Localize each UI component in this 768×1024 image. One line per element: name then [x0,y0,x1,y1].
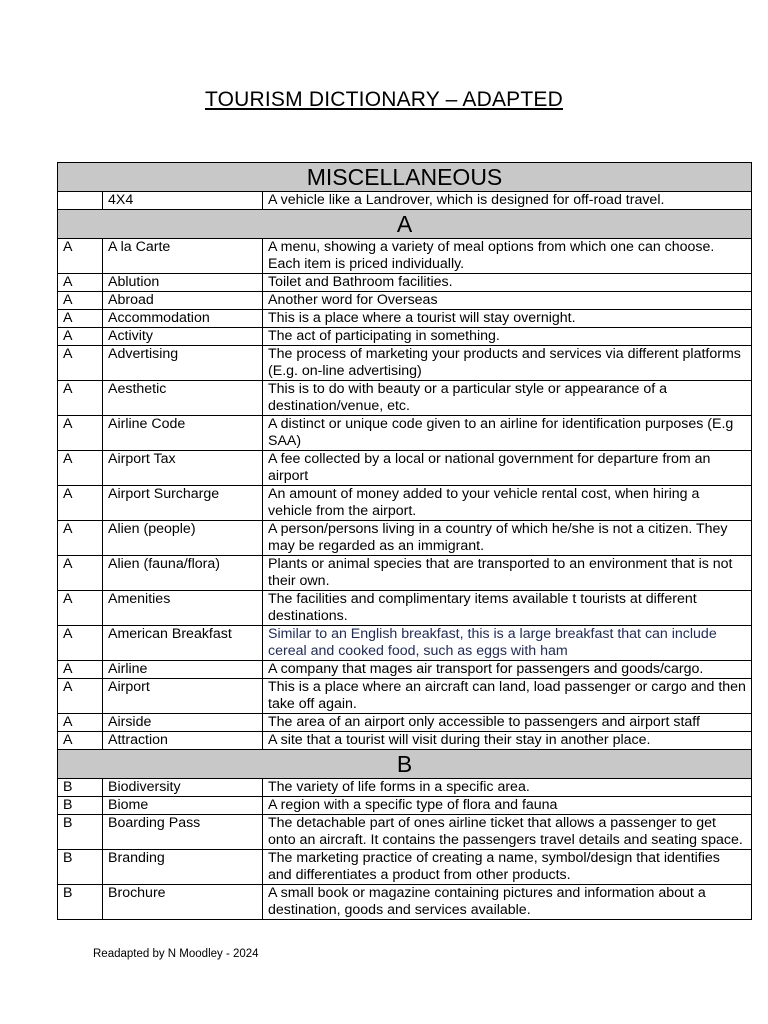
letter-cell: B [58,850,103,885]
table-row [58,661,752,679]
term-cell: A la Carte [103,239,263,274]
footer-credit: Readapted by N Moodley - 2024 [93,948,259,960]
term-cell: Airport Tax [103,451,263,486]
definition-cell: An amount of money added to your vehicle rental cost, when hiring a vehicle from the airport. [263,486,752,521]
definition-cell: A region with a specific type of flora and fauna [263,797,752,815]
table-row [58,451,752,486]
term-cell: Accommodation [103,310,263,328]
term-cell: Activity [103,328,263,346]
letter-cell: A [58,239,103,274]
definition-cell: Another word for Overseas [263,292,752,310]
table-row [58,626,752,661]
table-row [58,815,752,850]
term-cell: American Breakfast [103,626,263,661]
letter-cell: A [58,328,103,346]
term-cell: Amenities [103,591,263,626]
table-row [58,416,752,451]
table-row [58,779,752,797]
term-cell: Ablution [103,274,263,292]
letter-cell: A [58,661,103,679]
section-header-row [58,163,752,192]
letter-cell: A [58,714,103,732]
definition-cell: A distinct or unique code given to an airline for identification purposes (E.g SAA) [263,416,752,451]
table-row [58,885,752,920]
letter-cell: A [58,346,103,381]
letter-cell: A [58,381,103,416]
term-cell: Abroad [103,292,263,310]
letter-cell: A [58,521,103,556]
dictionary-body [58,163,752,920]
table-row [58,679,752,714]
letter-cell: A [58,556,103,591]
definition-cell: This is a place where an aircraft can land, load passenger or cargo and then take off again. [263,679,752,714]
letter-cell: B [58,779,103,797]
letter-cell: A [58,591,103,626]
letter-cell: A [58,679,103,714]
letter-cell: B [58,885,103,920]
dictionary-table [57,162,752,920]
section-heading: B [58,750,752,779]
definition-cell: Similar to an English breakfast, this is a large breakfast that can include cereal and cooked food, such as eggs with ham [263,626,752,661]
section-header-row [58,210,752,239]
definition-cell: A company that mages air transport for passengers and goods/cargo. [263,661,752,679]
definition-cell: A vehicle like a Landrover, which is designed for off-road travel. [263,192,752,210]
letter-cell: A [58,416,103,451]
letter-cell: A [58,732,103,750]
table-row [58,732,752,750]
definition-cell: A menu, showing a variety of meal options from which one can choose. Each item is priced individually. [263,239,752,274]
term-cell: Aesthetic [103,381,263,416]
term-cell: 4X4 [103,192,263,210]
term-cell: Airport Surcharge [103,486,263,521]
letter-cell: A [58,274,103,292]
term-cell: Alien (people) [103,521,263,556]
table-row [58,328,752,346]
definition-cell: The detachable part of ones airline ticket that allows a passenger to get onto an aircraft. It contains the passengers travel details and seating space. [263,815,752,850]
definition-cell: The area of an airport only accessible to passengers and airport staff [263,714,752,732]
letter-cell: A [58,626,103,661]
letter-cell: A [58,486,103,521]
term-cell: Airport [103,679,263,714]
section-heading: MISCELLANEOUS [58,163,752,192]
letter-cell: B [58,815,103,850]
letter-cell [58,192,103,210]
table-row [58,381,752,416]
term-cell: Airline Code [103,416,263,451]
letter-cell: A [58,451,103,486]
term-cell: Boarding Pass [103,815,263,850]
term-cell: Alien (fauna/flora) [103,556,263,591]
letter-cell: A [58,292,103,310]
table-row [58,850,752,885]
term-cell: Branding [103,850,263,885]
table-row [58,521,752,556]
letter-cell: B [58,797,103,815]
table-row [58,274,752,292]
term-cell: Brochure [103,885,263,920]
term-cell: Biodiversity [103,779,263,797]
table-row [58,797,752,815]
definition-cell: The act of participating in something. [263,328,752,346]
table-row [58,591,752,626]
table-row [58,486,752,521]
definition-cell: A person/persons living in a country of which he/she is not a citizen. They may be regarded as an immigrant. [263,521,752,556]
definition-cell: Toilet and Bathroom facilities. [263,274,752,292]
definition-cell: The marketing practice of creating a name, symbol/design that identifies and differentiates a product from other products. [263,850,752,885]
definition-cell: A small book or magazine containing pictures and information about a destination, goods and services available. [263,885,752,920]
section-heading: A [58,210,752,239]
definition-cell: A fee collected by a local or national government for departure from an airport [263,451,752,486]
table-row [58,346,752,381]
term-cell: Attraction [103,732,263,750]
definition-cell: A site that a tourist will visit during their stay in another place. [263,732,752,750]
definition-cell: The process of marketing your products and services via different platforms (E.g. on-line advertising) [263,346,752,381]
definition-cell: This is to do with beauty or a particular style or appearance of a destination/venue, etc. [263,381,752,416]
table-row [58,239,752,274]
definition-cell: The variety of life forms in a specific area. [263,779,752,797]
term-cell: Airline [103,661,263,679]
term-cell: Airside [103,714,263,732]
table-row [58,292,752,310]
definition-cell: Plants or animal species that are transported to an environment that is not their own. [263,556,752,591]
term-cell: Advertising [103,346,263,381]
page-title: TOURISM DICTIONARY – ADAPTED [204,88,563,111]
table-row [58,714,752,732]
definition-cell: This is a place where a tourist will stay overnight. [263,310,752,328]
table-row [58,556,752,591]
table-row [58,310,752,328]
definition-cell: The facilities and complimentary items available t tourists at different destinations. [263,591,752,626]
term-cell: Biome [103,797,263,815]
section-header-row [58,750,752,779]
letter-cell: A [58,310,103,328]
table-row [58,192,752,210]
